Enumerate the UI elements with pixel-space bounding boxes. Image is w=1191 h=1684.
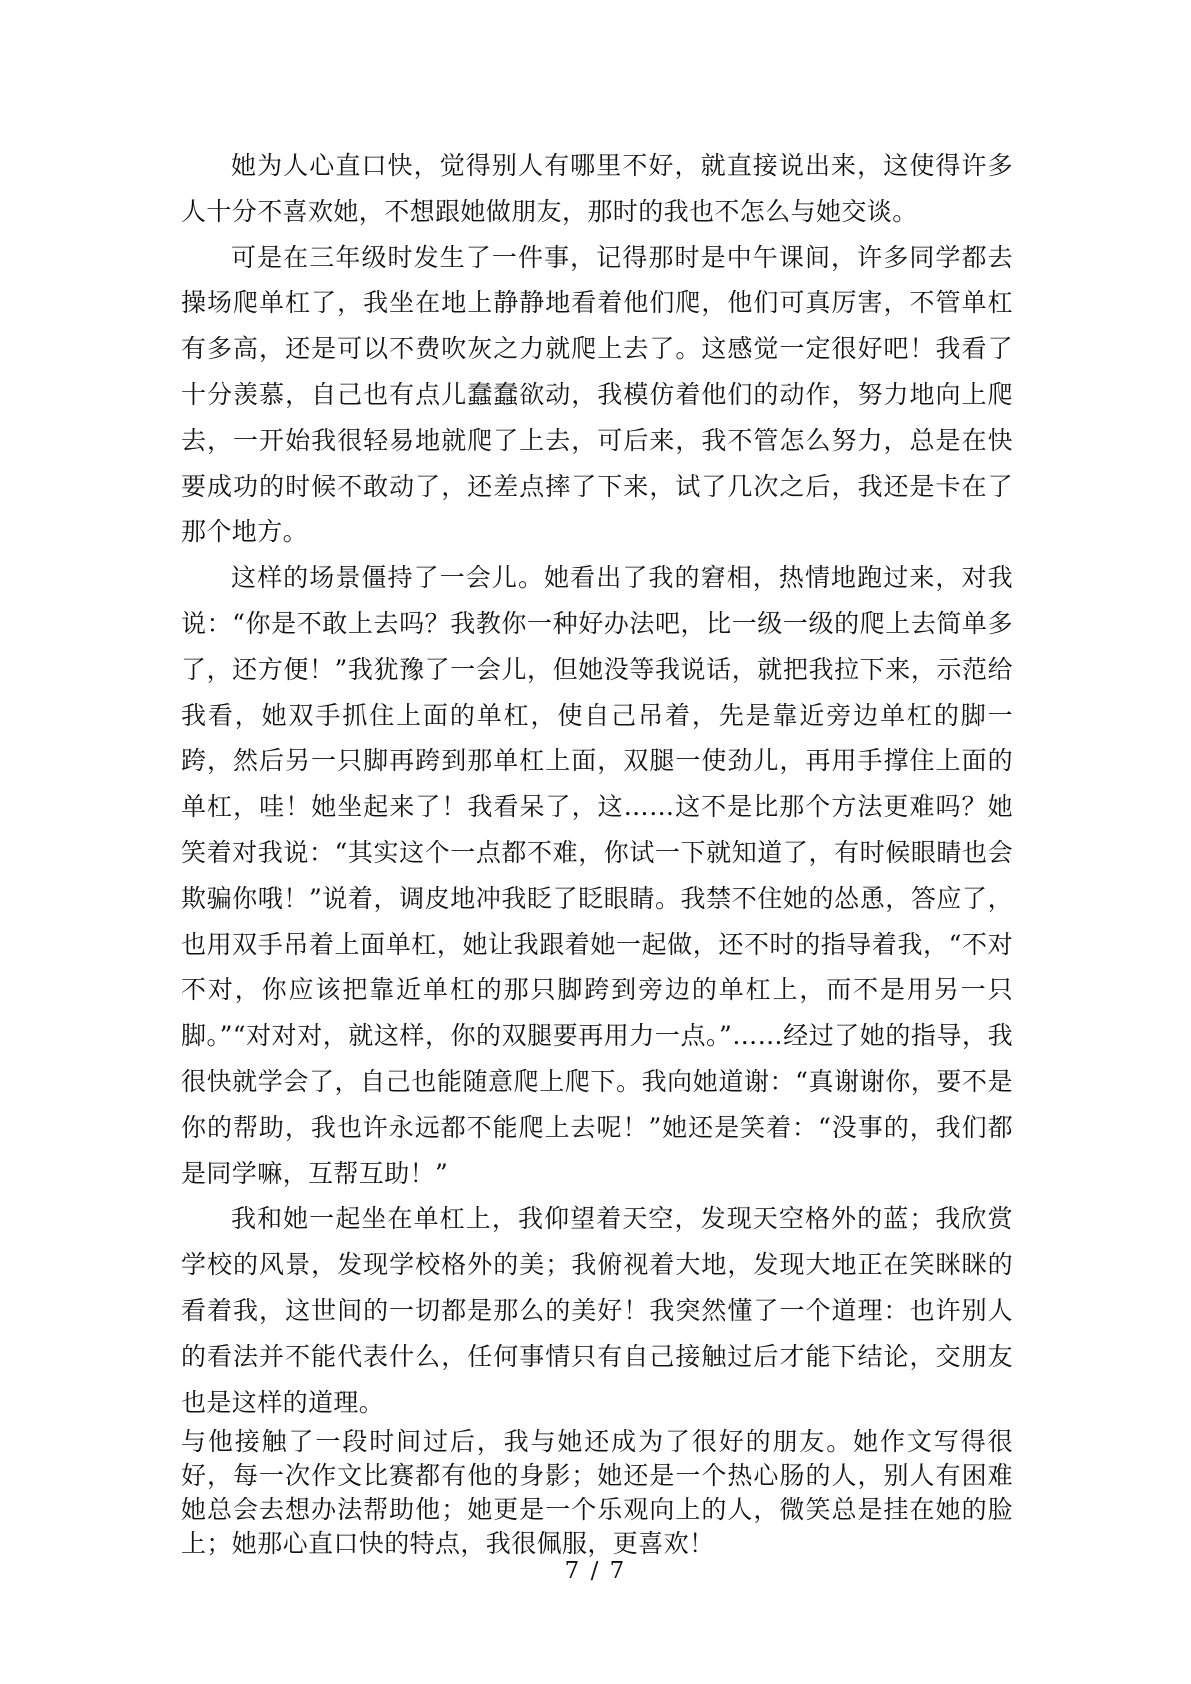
paragraph-4: 我和她一起坐在单杠上，我仰望着天空，发现天空格外的蓝；我欣赏学校的风景，发现学校格外的美；我俯视着大地，发现大地正在笑眯眯的看着我，这世间的一切都是那么的美好！我突然懂了一个道理：也许别人的看法并不能代表什么，任何事情只有自己接触过后才能下结论，交朋友也是这样的道理。 — [181, 1204, 1013, 1417]
page-number: 7 / 7 — [564, 1558, 627, 1584]
closing-paragraph: 与他接触了一段时间过后，我与她还成为了很好的朋友。她作文写得很好，每一次作文比赛都有他的身影；她还是一个热心肠的人，别人有困难她总会去想办法帮助他；她更是一个乐观向上的人，微笑总是挂在她的脸上；她那心直口快的特点，我很佩服，更喜欢！ — [181, 1427, 1013, 1559]
paragraph-3: 这样的场景僵持了一会儿。她看出了我的窘相，热情地跑过来，对我说：“你是不敢上去吗？我教你一种好办法吧，比一级一级的爬上去简单多了，还方便！”我犹豫了一会儿，但她没等我说话，就把我拉下来，示范给我看，她双手抓住上面的单杠，使自己吊着，先是靠近旁边单杠的脚一跨，然后另一只脚再跨到那单杠上面，双腿一使劲儿，再用手撑住上面的单杠，哇！她坐起来了！我看呆了，这……这不是比那个方法更难吗？她笑着对我说：“其实这个一点都不难，你试一下就知道了，有时候眼睛也会欺骗你哦！”说着，调皮地冲我眨了眨眼睛。我禁不住她的怂恿，答应了，也用双手吊着上面单杠，她让我跟着她一起做，还不时的指导着我，“不对不对，你应该把靠近单杠的那只脚跨到旁边的单杠上，而不是用另一只脚。”“对对对，就这样，你的双腿要再用力一点。”……经过了她的指导，我很快就学会了，自己也能随意爬上爬下。我向她道谢：“真谢谢你，要不是你的帮助，我也许永远都不能爬上去呢！”她还是笑着：“没事的，我们都是同学嘛，互帮互助！” — [181, 563, 1013, 1188]
paragraph-2: 可是在三年级时发生了一件事，记得那时是中午课间，许多同学都去操场爬单杠了，我坐在地上静静地看着他们爬，他们可真厉害，不管单杠有多高，还是可以不费吹灰之力就爬上去了。这感觉一定很好吧！我看了十分羡慕，自己也有点儿蠢蠢欲动，我模仿着他们的动作，努力地向上爬去，一开始我很轻易地就爬了上去，可后来，我不管怎么努力，总是在快要成功的时候不敢动了，还差点摔了下来，试了几次之后，我还是卡在了那个地方。 — [181, 242, 1013, 547]
body-text — [181, 143, 1013, 1561]
paragraph-1: 她为人心直口快，觉得别人有哪里不好，就直接说出来，这使得许多人十分不喜欢她，不想跟她做朋友，那时的我也不怎么与她交谈。 — [181, 151, 1013, 226]
